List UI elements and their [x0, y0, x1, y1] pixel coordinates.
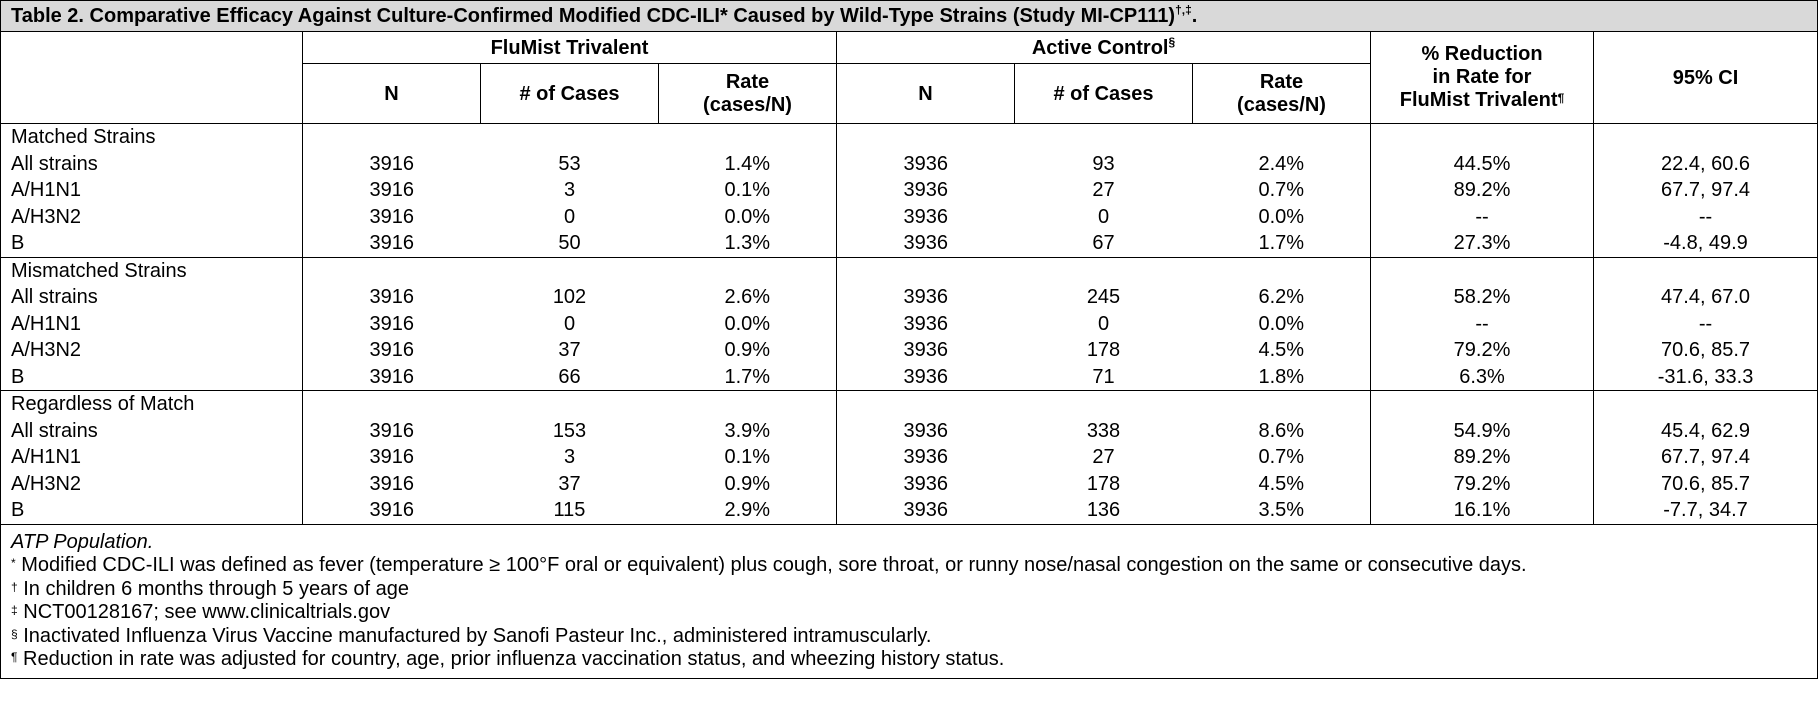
header-flumist-cases: # of Cases: [481, 64, 659, 124]
table-cell: 2.4%: [1258, 152, 1305, 175]
table-cell: 0.7%: [1258, 446, 1305, 469]
table-cell: 22.4, 60.6: [1594, 151, 1818, 178]
table-row: [1, 151, 1818, 178]
table-cell: 0: [563, 312, 576, 335]
section-label: Matched Strains: [1, 124, 303, 151]
table-cell: 178: [1086, 472, 1121, 495]
empty-cell: [837, 391, 1015, 418]
table-cell: 3936: [837, 151, 1015, 178]
empty-cell: [1371, 124, 1594, 151]
table-cell: 93: [1092, 152, 1115, 175]
header-active-n: N: [837, 64, 1015, 124]
empty-cell: [1371, 257, 1594, 284]
section-label: Regardless of Match: [1, 391, 303, 418]
row-label: All strains: [1, 151, 303, 178]
table-cell: 3916: [303, 337, 481, 364]
row-label: A/H3N2: [1, 471, 303, 498]
empty-cell: [481, 124, 659, 151]
section-label: Mismatched Strains: [1, 257, 303, 284]
table-cell: 0.1%: [724, 179, 771, 202]
group-header-flumist: FluMist Trivalent: [303, 32, 837, 64]
table-cell: 3936: [837, 364, 1015, 391]
header-95-ci: 95% CI: [1594, 32, 1818, 124]
footnote-2: † In children 6 months through 5 years of age: [11, 577, 410, 600]
table-cell: 1.4%: [724, 152, 771, 175]
empty-cell: [303, 257, 481, 284]
table-cell: 0.1%: [724, 446, 771, 469]
header-reduction: % Reduction in Rate for FluMist Trivalent¶: [1371, 32, 1594, 124]
table-row: [1, 444, 1818, 471]
table-cell: 44.5%: [1371, 151, 1594, 178]
table-row: [1, 364, 1818, 391]
table-cell: 3916: [303, 497, 481, 524]
table-body: [1, 124, 1818, 525]
table-cell: 0: [1097, 205, 1110, 228]
table-cell: 1.3%: [724, 232, 771, 255]
table-cell: 3936: [837, 284, 1015, 311]
footnote-3: ‡ NCT00128167; see www.clinicaltrials.gov: [11, 601, 391, 623]
row-header-corner: [1, 32, 303, 124]
table-row: [1, 497, 1818, 524]
empty-cell: [1015, 257, 1193, 284]
section-header-row: [1, 257, 1818, 284]
row-label: All strains: [1, 284, 303, 311]
empty-cell: [1371, 391, 1594, 418]
table-cell: 71: [1092, 365, 1115, 388]
table-cell: 70.6, 85.7: [1594, 471, 1818, 498]
table-cell: 6.3%: [1371, 364, 1594, 391]
header-active-rate: Rate (cases/N): [1193, 64, 1371, 124]
table-row: [1, 418, 1818, 445]
footnote-1: * Modified CDC-ILI was defined as fever (temperature ≥ 100°F oral or equivalent) plus cough, sore throat, or runny nose/nasal congestion on the same or consecutive days.: [11, 554, 1527, 576]
table-cell: 58.2%: [1371, 284, 1594, 311]
table-cell: 3936: [837, 471, 1015, 498]
table-cell: 1.7%: [1258, 232, 1305, 255]
empty-cell: [303, 391, 481, 418]
empty-cell: [1015, 391, 1193, 418]
table-cell: 0.0%: [1258, 205, 1305, 228]
table-cell: 0.0%: [1258, 312, 1305, 335]
empty-cell: [837, 257, 1015, 284]
table-cell: 2.6%: [724, 286, 771, 309]
section-header-row: [1, 124, 1818, 151]
table-cell: 53: [558, 152, 581, 175]
empty-cell: [1193, 391, 1371, 418]
table-cell: 115: [553, 499, 586, 522]
table-cell: 79.2%: [1371, 337, 1594, 364]
table-cell: 3: [563, 179, 576, 202]
table-cell: 245: [1086, 286, 1121, 309]
table-cell: 66: [558, 365, 581, 388]
section-header-row: [1, 391, 1818, 418]
table-cell: -7.7, 34.7: [1594, 497, 1818, 524]
table-cell: 4.5%: [1258, 339, 1305, 362]
table-cell: 16.1%: [1371, 497, 1594, 524]
table-title: Table 2. Comparative Efficacy Against Culture-Confirmed Modified CDC-ILI* Caused by Wild-Type Strains (Study MI-CP111)†,‡.: [1, 1, 1818, 32]
table-cell: 136: [1086, 499, 1121, 522]
table-cell: 0.0%: [724, 312, 771, 335]
table-cell: 3916: [303, 418, 481, 445]
table-cell: 3916: [303, 364, 481, 391]
empty-cell: [1594, 124, 1818, 151]
table-cell: 1.8%: [1258, 365, 1305, 388]
empty-cell: [1193, 257, 1371, 284]
table-cell: 0: [1097, 312, 1110, 335]
table-cell: --: [1594, 311, 1818, 338]
header-flumist-n: N: [303, 64, 481, 124]
table-row: [1, 204, 1818, 231]
row-label: B: [1, 230, 303, 257]
table-cell: --: [1371, 204, 1594, 231]
table-cell: 3.5%: [1258, 499, 1305, 522]
empty-cell: [837, 124, 1015, 151]
table-cell: --: [1371, 311, 1594, 338]
table-cell: 3916: [303, 284, 481, 311]
table-cell: 67.7, 97.4: [1594, 177, 1818, 204]
table-cell: 3936: [837, 444, 1015, 471]
header-flumist-rate: Rate (cases/N): [659, 64, 837, 124]
empty-cell: [481, 391, 659, 418]
row-label: B: [1, 364, 303, 391]
table-row: [1, 471, 1818, 498]
table-cell: 178: [1086, 339, 1121, 362]
table-cell: 67: [1092, 232, 1115, 255]
table-cell: 3936: [837, 497, 1015, 524]
table-row: [1, 177, 1818, 204]
table-cell: 27: [1092, 446, 1115, 469]
table-cell: 1.7%: [724, 365, 771, 388]
empty-cell: [481, 257, 659, 284]
table-row: [1, 311, 1818, 338]
table-cell: 0.9%: [724, 472, 771, 495]
table-cell: 3936: [837, 337, 1015, 364]
table-cell: 102: [552, 286, 587, 309]
table-cell: 54.9%: [1371, 418, 1594, 445]
row-label: A/H3N2: [1, 204, 303, 231]
table-cell: 89.2%: [1371, 444, 1594, 471]
empty-cell: [659, 391, 837, 418]
table-cell: 45.4, 62.9: [1594, 418, 1818, 445]
row-label: A/H1N1: [1, 444, 303, 471]
table-cell: 338: [1086, 419, 1121, 442]
empty-cell: [1015, 124, 1193, 151]
table-cell: 50: [558, 232, 581, 255]
table-cell: 8.6%: [1258, 419, 1305, 442]
table-cell: 67.7, 97.4: [1594, 444, 1818, 471]
table-cell: 0: [563, 205, 576, 228]
table-cell: 79.2%: [1371, 471, 1594, 498]
table-cell: 47.4, 67.0: [1594, 284, 1818, 311]
table-cell: --: [1594, 204, 1818, 231]
row-label: B: [1, 497, 303, 524]
group-header-active-control: Active Control§: [837, 32, 1371, 64]
table-cell: 37: [558, 339, 581, 362]
empty-cell: [659, 257, 837, 284]
row-label: A/H1N1: [1, 177, 303, 204]
table-cell: 3: [563, 446, 576, 469]
table-cell: 3916: [303, 311, 481, 338]
row-label: All strains: [1, 418, 303, 445]
empty-cell: [303, 124, 481, 151]
table-cell: 3936: [837, 177, 1015, 204]
table-cell: 89.2%: [1371, 177, 1594, 204]
empty-cell: [1594, 257, 1818, 284]
table-cell: 37: [558, 472, 581, 495]
table-cell: 3916: [303, 444, 481, 471]
table-cell: 70.6, 85.7: [1594, 337, 1818, 364]
table-cell: 4.5%: [1258, 472, 1305, 495]
table-cell: 6.2%: [1258, 286, 1305, 309]
table-cell: 3936: [837, 230, 1015, 257]
table-cell: 0.0%: [724, 205, 771, 228]
table-cell: 2.9%: [724, 499, 771, 522]
table-cell: 27: [1092, 179, 1115, 202]
row-label: A/H1N1: [1, 311, 303, 338]
table-cell: 3916: [303, 230, 481, 257]
table-cell: 3936: [837, 418, 1015, 445]
empty-cell: [1594, 391, 1818, 418]
table-row: [1, 337, 1818, 364]
row-label: A/H3N2: [1, 337, 303, 364]
table-cell: 3936: [837, 204, 1015, 231]
table-cell: 0.7%: [1258, 179, 1305, 202]
table-row: [1, 284, 1818, 311]
footnote-population: ATP Population.: [11, 530, 154, 553]
table-cell: -4.8, 49.9: [1594, 230, 1818, 257]
footnote-4: § Inactivated Influenza Virus Vaccine manufactured by Sanofi Pasteur Inc., administered intramuscularly.: [11, 624, 932, 647]
empty-cell: [1193, 124, 1371, 151]
table-cell: 3.9%: [724, 419, 771, 442]
empty-cell: [659, 124, 837, 151]
table-cell: 3916: [303, 471, 481, 498]
footnotes: [1, 524, 1818, 678]
header-active-cases: # of Cases: [1015, 64, 1193, 124]
table-cell: 27.3%: [1371, 230, 1594, 257]
table-cell: 153: [552, 419, 587, 442]
table-cell: 3916: [303, 204, 481, 231]
table-cell: 3916: [303, 177, 481, 204]
table-cell: 0.9%: [724, 339, 771, 362]
table-cell: -31.6, 33.3: [1594, 364, 1818, 391]
table-cell: 3916: [303, 151, 481, 178]
table-cell: 3936: [837, 311, 1015, 338]
footnote-5: ¶ Reduction in rate was adjusted for country, age, prior influenza vaccination status, and wheezing history status.: [11, 648, 1005, 670]
table-row: [1, 230, 1818, 257]
